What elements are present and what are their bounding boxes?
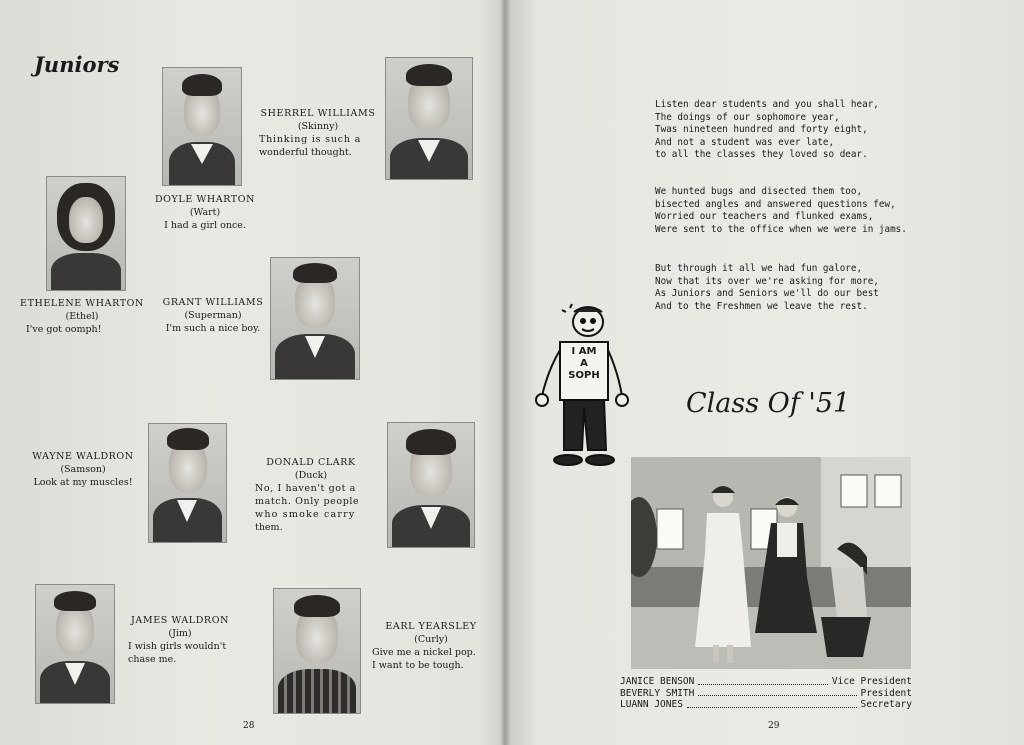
- student-nickname: (Duck): [294, 470, 328, 481]
- student-quote: match. Only people: [255, 496, 360, 507]
- student-name: DOYLE WHARTON: [154, 194, 256, 205]
- poem-line: Twas nineteen hundred and forty eight,: [655, 124, 868, 136]
- portrait-doyle-wharton: [162, 67, 242, 186]
- student-nickname: (Samson): [60, 464, 106, 475]
- student-name: ETHELENE WHARTON: [20, 298, 144, 309]
- student-nickname: (Jim): [168, 628, 192, 639]
- student-name: GRANT WILLIAMS: [162, 297, 264, 308]
- student-name: DONALD CLARK: [266, 457, 356, 468]
- student-name: EARL YEARSLEY: [385, 621, 477, 632]
- sign-line: A: [580, 358, 588, 369]
- caption-sherrel-williams: [259, 107, 377, 159]
- section-heading: Juniors: [34, 52, 120, 77]
- leader-dots: [698, 688, 856, 697]
- sign-line: SOPH: [568, 370, 600, 381]
- student-quote: them.: [255, 522, 283, 533]
- portrait-earl-yearsley: [273, 588, 361, 714]
- poem-line: bisected angles and answered questions few,: [655, 198, 896, 210]
- portrait-grant-williams: [270, 257, 360, 380]
- student-quote: wonderful thought.: [259, 147, 352, 158]
- student-nickname: (Skinny): [297, 121, 339, 132]
- officer-name: LUANN JONES: [620, 699, 683, 710]
- officers-list: [620, 676, 912, 711]
- poem-line: Worried our teachers and flunked exams,: [655, 211, 874, 223]
- caption-earl-yearsley: [372, 620, 490, 672]
- portrait-donald-clark: [387, 422, 475, 548]
- student-quote: who smoke carry: [255, 509, 356, 520]
- poem-stanza-1: [655, 99, 879, 162]
- portrait-wayne-waldron: [148, 423, 227, 543]
- page-number-right: 29: [768, 721, 780, 731]
- leader-dots: [698, 676, 828, 685]
- caption-james-waldron: [128, 614, 232, 666]
- poem-line: As Juniors and Seniors we'll do our best: [655, 288, 879, 300]
- officer-name: BEVERLY SMITH: [620, 687, 695, 699]
- poem-line: But through it all we had fun galore,: [655, 263, 863, 274]
- officer-office: President: [860, 687, 912, 699]
- student-quote: Give me a nickel pop.: [372, 647, 476, 658]
- student-name: JAMES WALDRON: [131, 615, 229, 626]
- portrait-james-waldron: [35, 584, 115, 704]
- officer-row: [620, 676, 912, 688]
- soph-cartoon: [530, 300, 630, 480]
- class-title: Class Of '51: [686, 388, 851, 419]
- officer-row: [620, 699, 912, 711]
- officer-office: Vice President: [831, 676, 912, 687]
- portrait-ethelene-wharton: [46, 176, 126, 291]
- poem-line: Now that its over we're asking for more,: [655, 275, 879, 287]
- officer-name: JANICE BENSON: [620, 676, 695, 687]
- student-quote: I had a girl once.: [164, 220, 246, 231]
- caption-ethelene-wharton: [20, 297, 144, 336]
- portrait-sherrel-williams: [385, 57, 473, 180]
- sign-line: I AM: [571, 346, 597, 357]
- page-number-left: 28: [243, 721, 255, 731]
- officer-row: [620, 688, 912, 700]
- poem-line: And to the Freshmen we leave the rest.: [655, 300, 868, 312]
- student-nickname: (Curly): [414, 634, 448, 645]
- book-gutter: [500, 0, 510, 745]
- student-nickname: (Wart): [189, 207, 221, 218]
- poem-stanza-2: [655, 186, 907, 236]
- poem-line: We hunted bugs and disected them too,: [655, 186, 863, 197]
- student-nickname: (Superman): [184, 310, 242, 321]
- officer-office: Secretary: [860, 699, 912, 710]
- student-quote: Thinking is such a: [259, 134, 362, 145]
- poem-line: The doings of our sophomore year,: [655, 111, 840, 123]
- student-quote: I wish girls wouldn't: [128, 641, 227, 652]
- class-officers-photo: [631, 457, 911, 669]
- poem-line: to all the classes they loved so dear.: [655, 149, 868, 161]
- student-quote: Look at my muscles!: [33, 477, 133, 488]
- caption-doyle-wharton: [150, 193, 260, 232]
- student-quote: I'm such a nice boy.: [165, 323, 261, 334]
- caption-donald-clark: [255, 456, 367, 534]
- student-quote: chase me.: [128, 654, 177, 665]
- student-quote: I've got oomph!: [26, 324, 102, 335]
- poem-line: Listen dear students and you shall hear,: [655, 99, 879, 110]
- student-name: WAYNE WALDRON: [32, 451, 134, 462]
- student-quote: No, I haven't got a: [255, 483, 356, 494]
- cartoon-sign: [560, 346, 608, 382]
- poem-stanza-3: [655, 263, 879, 313]
- poem-line: Were sent to the office when we were in jams.: [655, 223, 907, 235]
- poem-line: And not a student was ever late,: [655, 136, 835, 148]
- leader-dots: [687, 699, 857, 708]
- student-quote: I want to be tough.: [372, 660, 464, 671]
- caption-wayne-waldron: [28, 450, 138, 489]
- caption-grant-williams: [158, 296, 268, 335]
- student-nickname: (Ethel): [65, 311, 99, 322]
- student-name: SHERREL WILLIAMS: [260, 108, 376, 119]
